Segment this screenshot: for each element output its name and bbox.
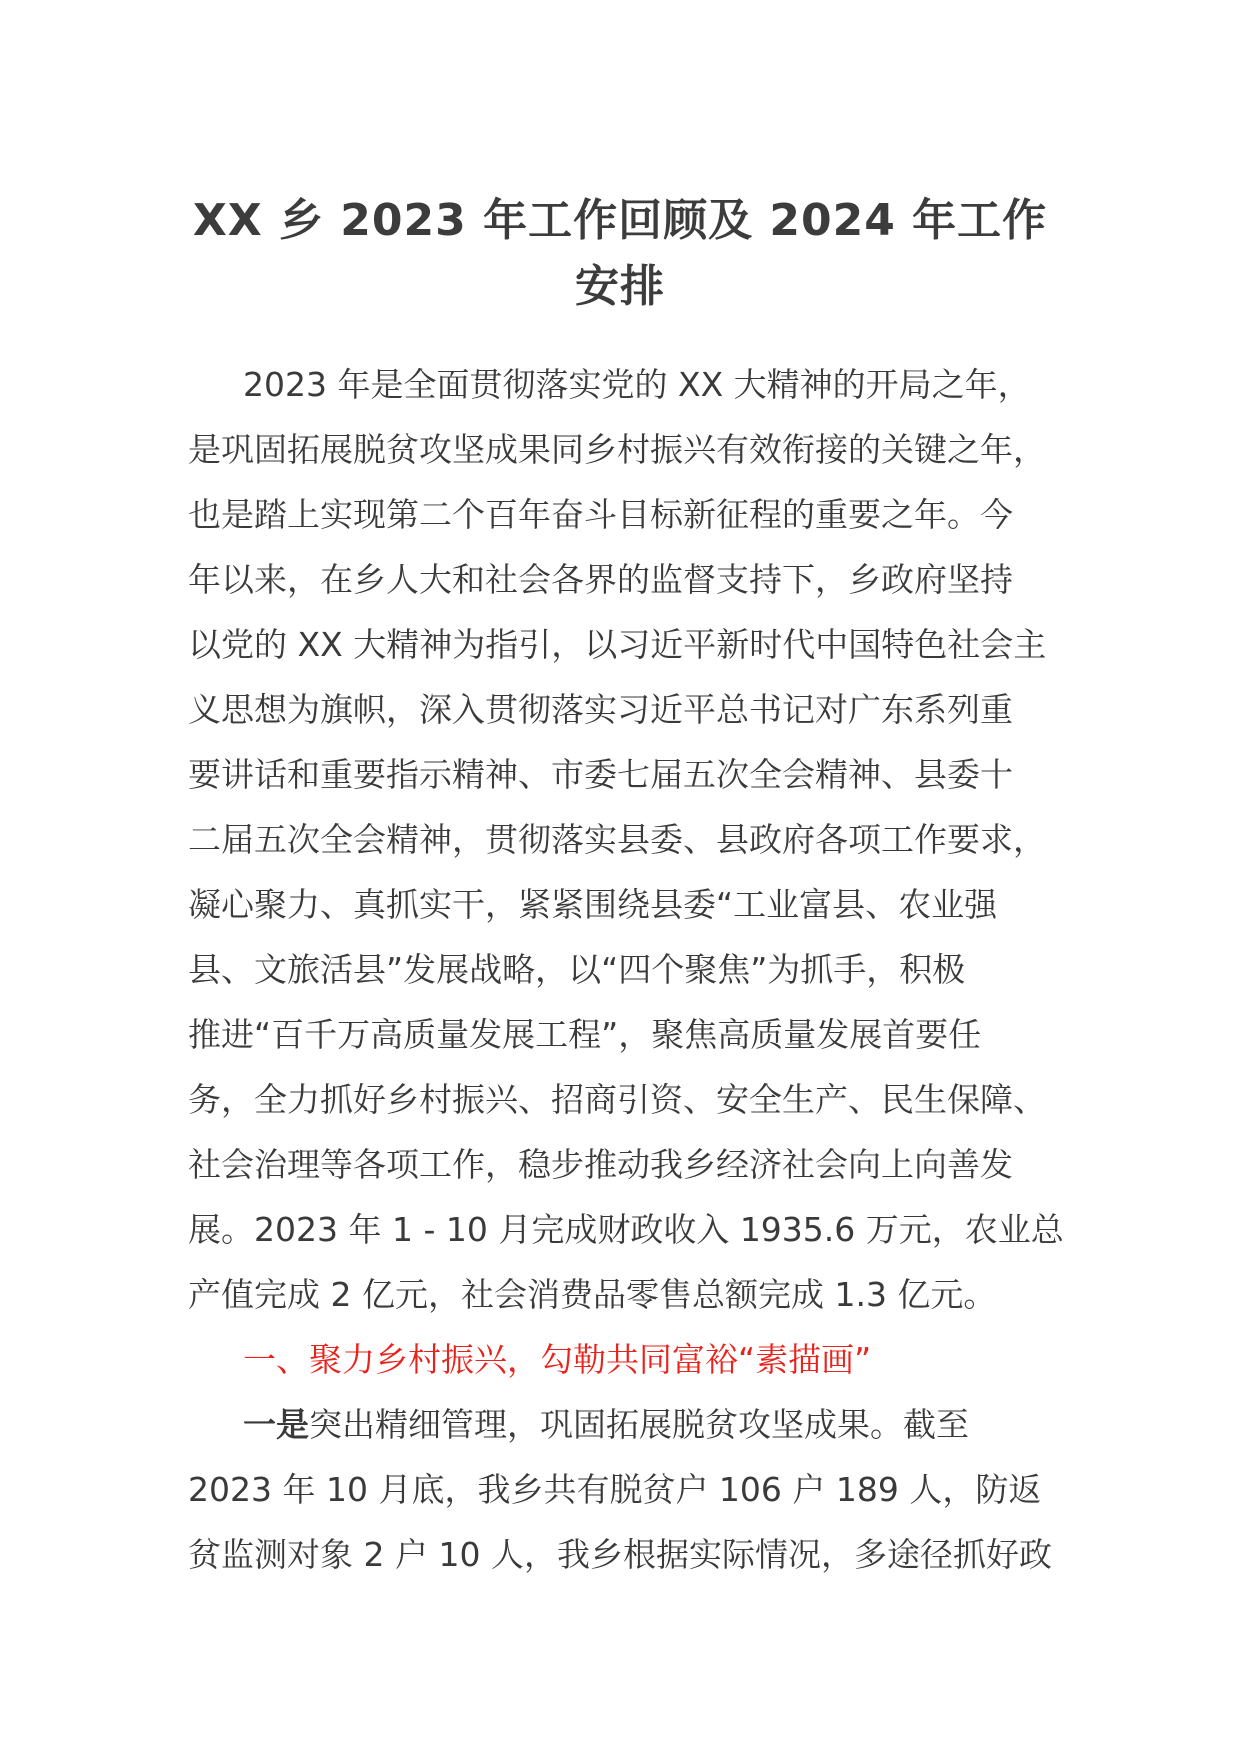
intro-line: 社会治理等各项工作，稳步推动我乡经济社会向上向善发 — [188, 1145, 1013, 1184]
section-lead-line — [188, 1392, 1058, 1457]
intro-line: 以党的 XX 大精神为指引，以习近平新时代中国特色社会主 — [188, 625, 1047, 664]
intro-line: 2023 年是全面贯彻落实党的 XX 大精神的开局之年， — [243, 365, 1031, 404]
intro-line: 年以来，在乡人大和社会各界的监督支持下，乡政府坚持 — [188, 560, 1013, 599]
intro-line: 凝心聚力、真抓实干，紧紧围绕县委“工业富县、农业强 — [188, 885, 998, 924]
intro-line: 义思想为旗帜，深入贯彻落实习近平总书记对广东系列重 — [188, 690, 1013, 729]
intro-line: 是巩固拓展脱贫攻坚成果同乡村振兴有效衔接的关键之年， — [188, 430, 1046, 469]
intro-line: 务，全力抓好乡村振兴、招商引资、安全生产、民生保障、 — [188, 1080, 1046, 1119]
intro-line: 二届五次全会精神，贯彻落实县委、县政府各项工作要求， — [188, 820, 1046, 859]
section-heading: 一、聚力乡村振兴，勾勒共同富裕“素描画” — [243, 1340, 872, 1379]
section-line: 2023 年 10 月底，我乡共有脱贫户 106 户 189 人，防返 — [188, 1470, 1042, 1509]
document-title — [180, 188, 1060, 320]
document-body — [188, 352, 1064, 1587]
intro-line: 也是踏上实现第二个百年奋斗目标新征程的重要之年。今 — [188, 495, 1013, 534]
title-line-2: 安排 — [575, 261, 665, 312]
intro-line: 展。2023 年 1 - 10 月完成财政收入 1935.6 万元，农业总 — [188, 1210, 1064, 1249]
title-line-1: XX 乡 2023 年工作回顾及 2024 年工作 — [192, 195, 1048, 246]
lead-bold-text: 一是 — [243, 1405, 309, 1444]
intro-line: 产值完成 2 亿元，社会消费品零售总额完成 1.3 亿元。 — [188, 1275, 997, 1314]
lead-rest-text: 突出精细管理，巩固拓展脱贫攻坚成果。截至 — [309, 1405, 969, 1444]
intro-line: 县、文旅活县”发展战略，以“四个聚焦”为抓手，积极 — [188, 950, 966, 989]
intro-line: 要讲话和重要指示精神、市委七届五次全会精神、县委十 — [188, 755, 1013, 794]
intro-line: 推进“百千万高质量发展工程”，聚焦高质量发展首要任 — [188, 1015, 982, 1054]
section-line: 贫监测对象 2 户 10 人，我乡根据实际情况，多途径抓好政 — [188, 1535, 1052, 1574]
